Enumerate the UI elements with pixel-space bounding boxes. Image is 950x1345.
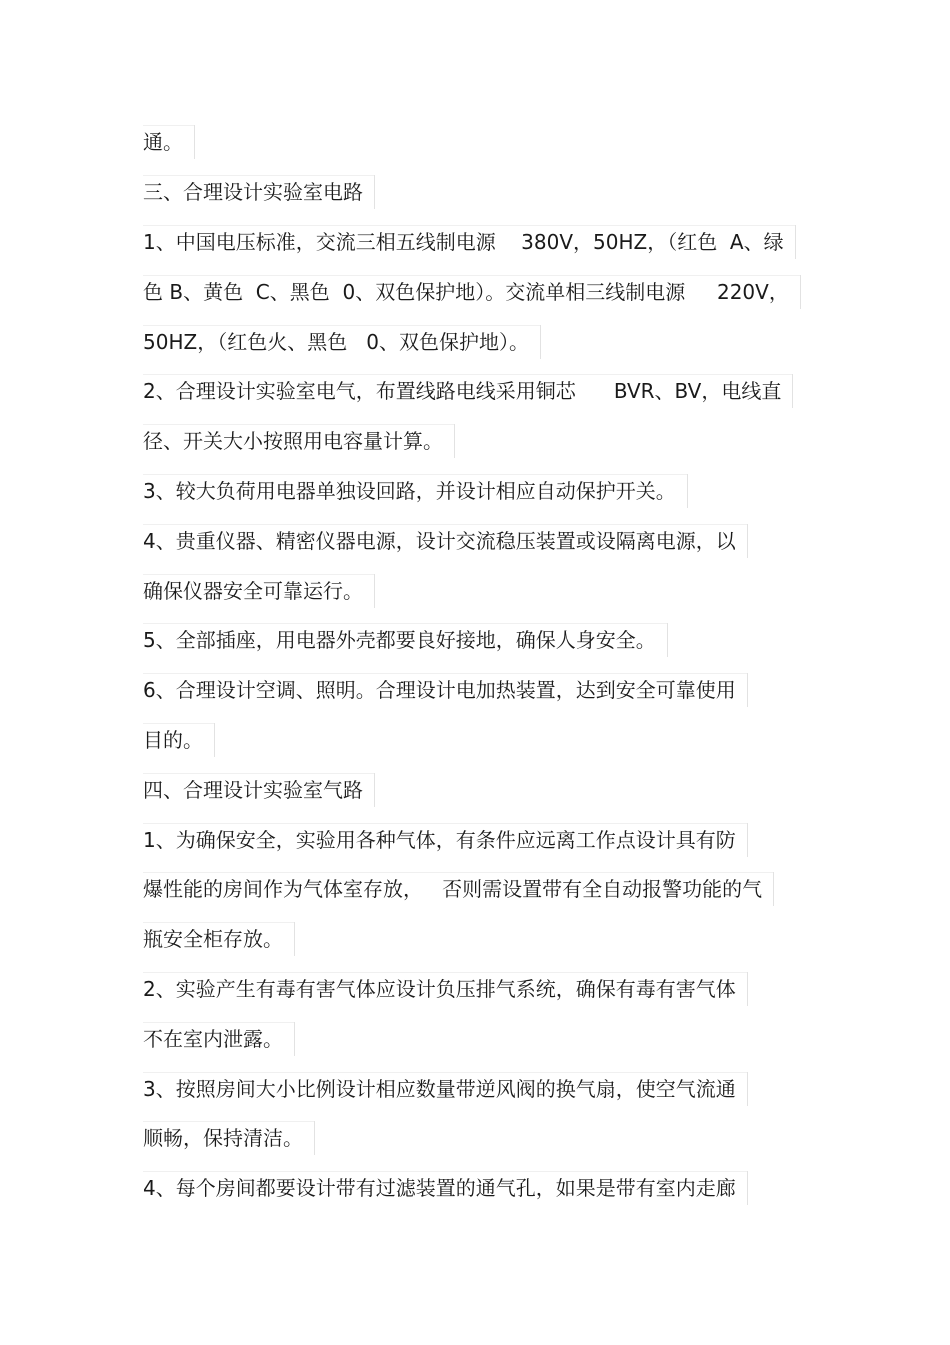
- text-line-8: 3、较大负荷用电器单独设回路，并设计相应自动保护开关。: [143, 479, 676, 503]
- text-line-12: 6、合理设计空调、照明。合理设计电加热装置，达到安全可靠使用: [143, 678, 736, 702]
- text-line-16: 爆性能的房间作为气体室存放， 否则需设置带有全自动报警功能的气: [143, 877, 763, 901]
- text-line-20: 3、按照房间大小比例设计相应数量带逆风阀的换气扇，使空气流通: [143, 1077, 736, 1101]
- text-line-11: 5、全部插座，用电器外壳都要良好接地，确保人身安全。: [143, 628, 656, 652]
- text-line-1: 通。: [143, 130, 183, 154]
- text-line-18: 2、实验产生有毒有害气体应设计负压排气系统，确保有毒有害气体: [143, 977, 736, 1001]
- section-heading-electrical: 三、合理设计实验室电路: [143, 180, 363, 204]
- text-line-13: 目的。: [143, 728, 203, 752]
- text-line-9: 4、贵重仪器、精密仪器电源，设计交流稳压装置或设隔离电源，以: [143, 529, 736, 553]
- text-line-22: 4、每个房间都要设计带有过滤装置的通气孔，如果是带有室内走廊: [143, 1176, 736, 1200]
- text-line-6: 2、合理设计实验室电气，布置线路电线采用铜芯 BVR、BV，电线直: [143, 379, 782, 403]
- text-line-17: 瓶安全柜存放。: [143, 927, 283, 951]
- text-line-4: 色 B、黄色 C、黑色 0、双色保护地）。交流单相三线制电源 220V，: [143, 280, 789, 304]
- section-heading-gas: 四、合理设计实验室气路: [143, 778, 363, 802]
- text-line-21: 顺畅，保持清洁。: [143, 1126, 303, 1150]
- text-line-10: 确保仪器安全可靠运行。: [143, 579, 363, 603]
- text-line-7: 径、开关大小按照用电容量计算。: [143, 429, 443, 453]
- text-line-19: 不在室内泄露。: [143, 1027, 283, 1051]
- text-line-3: 1、中国电压标准，交流三相五线制电源 380V，50HZ，（红色 A、绿: [143, 230, 784, 254]
- text-line-15: 1、为确保安全，实验用各种气体，有条件应远离工作点设计具有防: [143, 828, 736, 852]
- text-line-5: 50HZ，（红色火、黑色 0、双色保护地）。: [143, 330, 529, 354]
